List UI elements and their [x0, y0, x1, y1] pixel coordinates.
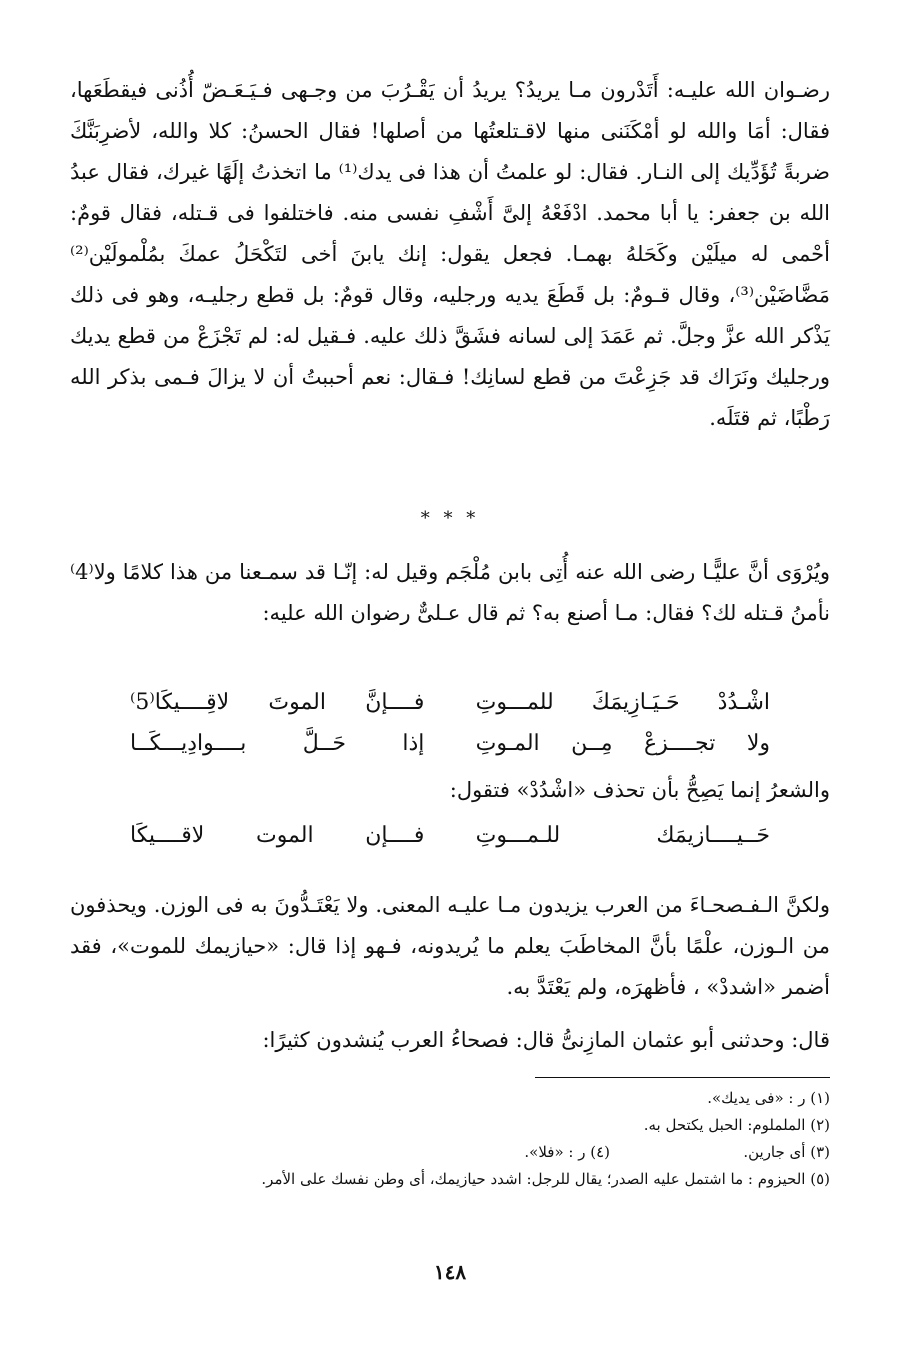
- verse-hemistich-second: فــــإن الموت لاقــــيكَا: [130, 823, 425, 848]
- poem-verse-1: [70, 682, 830, 764]
- footnote-2: (٢) الململوم: الحبل يكتحل به.: [643, 1116, 830, 1134]
- footnote-1: (١) ر : «فى يديك».: [707, 1089, 830, 1107]
- paragraph-1: رضـوان الله عليـه: أَتَدْرون مـا يريدُ؟ يريدُ أن يَقْـرُبَ من وجـهى فـيَـعَـضّ أُذُنى فيقطَعَها، فقال: أمَا والله لو أمْكَنَنى منها لاقـتلعتُها من أصلها! فقال الحسنُ: كلا والله، لأضرِبَنَّكَ ضربةً تُؤَدِّيك إلى النـار. فقال: لو علمتُ أن هذا فى يدك⁽¹⁾ ما اتخذتُ إلَهًا غيرك، فقال عبدُ الله بن جعفر: يا أبا محمد. ادْفَعْهُ إلىَّ أَشْفِ نفسى منه. فاختلفوا فى قـتله، فقال قومٌ: أحْمى له ميلَيْن وكَحَلهُ بهمـا. فجعل يقول: إنك يابنَ أخى لتَكْحَلُ عمكَ بمُلْمولَيْن⁽²⁾ مَضَّاضَيْن⁽³⁾، وقال قـومٌ: بل قَطَعَ يديه ورجليه، وقال قومٌ: بل قطع رجليـه، وهو فى ذلك يَذْكر الله عزَّ وجلَّ. ثم عَمَدَ إلى لسانه فشَقَّ ذلك عليه. فـقيل له: لم تَجْزَعْ من قطع يديك ورجليك ونَرَاك قد جَزِعْتَ من قطع لسانِك! فـقال: نعم أحببتُ أن لا يزالَ فـمى بذكر الله رَطْبًا، ثم قتَلَه.: [70, 78, 830, 430]
- verse-line-2: [130, 723, 770, 764]
- verse-line: [130, 815, 770, 856]
- verse-hemistich-first: اشْـدُدْ حَـيَـازِيمَكَ للمـــوتِ: [475, 690, 770, 715]
- verse-hemistich-second: فــــإنَّ الموتَ لاقِــــيكَا⁽5⁾: [130, 690, 425, 715]
- verse-line-1: [130, 682, 770, 723]
- footnote-4: (٤) ر : «فلا».: [524, 1143, 610, 1161]
- footnote-3: (٣) أى جارين.: [743, 1143, 830, 1161]
- verse-hemistich-first: حَــيــــازيمَك للـمـــوتِ: [475, 823, 770, 848]
- poem-verse-2: [70, 815, 830, 856]
- footnote-5: (٥) الحيزوم : ما اشتمل عليه الصدر؛ يقال للرجل: اشدد حيازيمك، أى وطن نفسك على الأمر.: [261, 1170, 830, 1188]
- footnote-row: [70, 1139, 830, 1166]
- book-page: [70, 70, 830, 1330]
- footnote-divider: [535, 1077, 830, 1078]
- footnotes: [70, 1085, 830, 1193]
- verse-hemistich-first: ولا تجــــزعْ مِــن المـوتِ: [475, 731, 770, 756]
- page-number: ١٤٨: [433, 1260, 467, 1284]
- paragraph-3: والشعرُ إنما يَصِحُّ بأن تحذف «اشْدُدْ» فتقول:: [449, 778, 830, 802]
- paragraph-5: قال: وحدثنى أبو عثمان المازِنىُّ قال: فصحاءُ العرب يُنشدون كثيرًا:: [262, 1028, 830, 1052]
- paragraph-4: ولكنَّ الـفـصحـاءَ من العرب يزيدون مـا عليـه المعنى. ولا يَعْتَـدُّونَ به فى الوزن. ويحذفون من الـوزن، علْمًا بأنَّ المخاطَبَ يعلم ما يُريدونه، فـهو إذا قال: «حيازيمك للموت»، فقد أضمر «اشددْ» ، فأظهرَه، ولم يَعْتَدَّ به.: [70, 893, 830, 999]
- verse-hemistich-second: إذا حَــلَّ بــــوادِيـــكَــا: [130, 731, 425, 756]
- paragraph-2: ويُرْوَى أنَّ عليًّـا رضى الله عنه أُتِى بابن مُلْجَم وقيل له: إنّـا قد سمـعنا من هذا كلامًا ولا⁽4⁾ نأمنُ قـتله لك؟ فقال: مـا أصنع به؟ ثم قال عـلىٌّ رضوان الله عليه:: [70, 560, 830, 625]
- section-separator: * * *: [420, 508, 480, 529]
